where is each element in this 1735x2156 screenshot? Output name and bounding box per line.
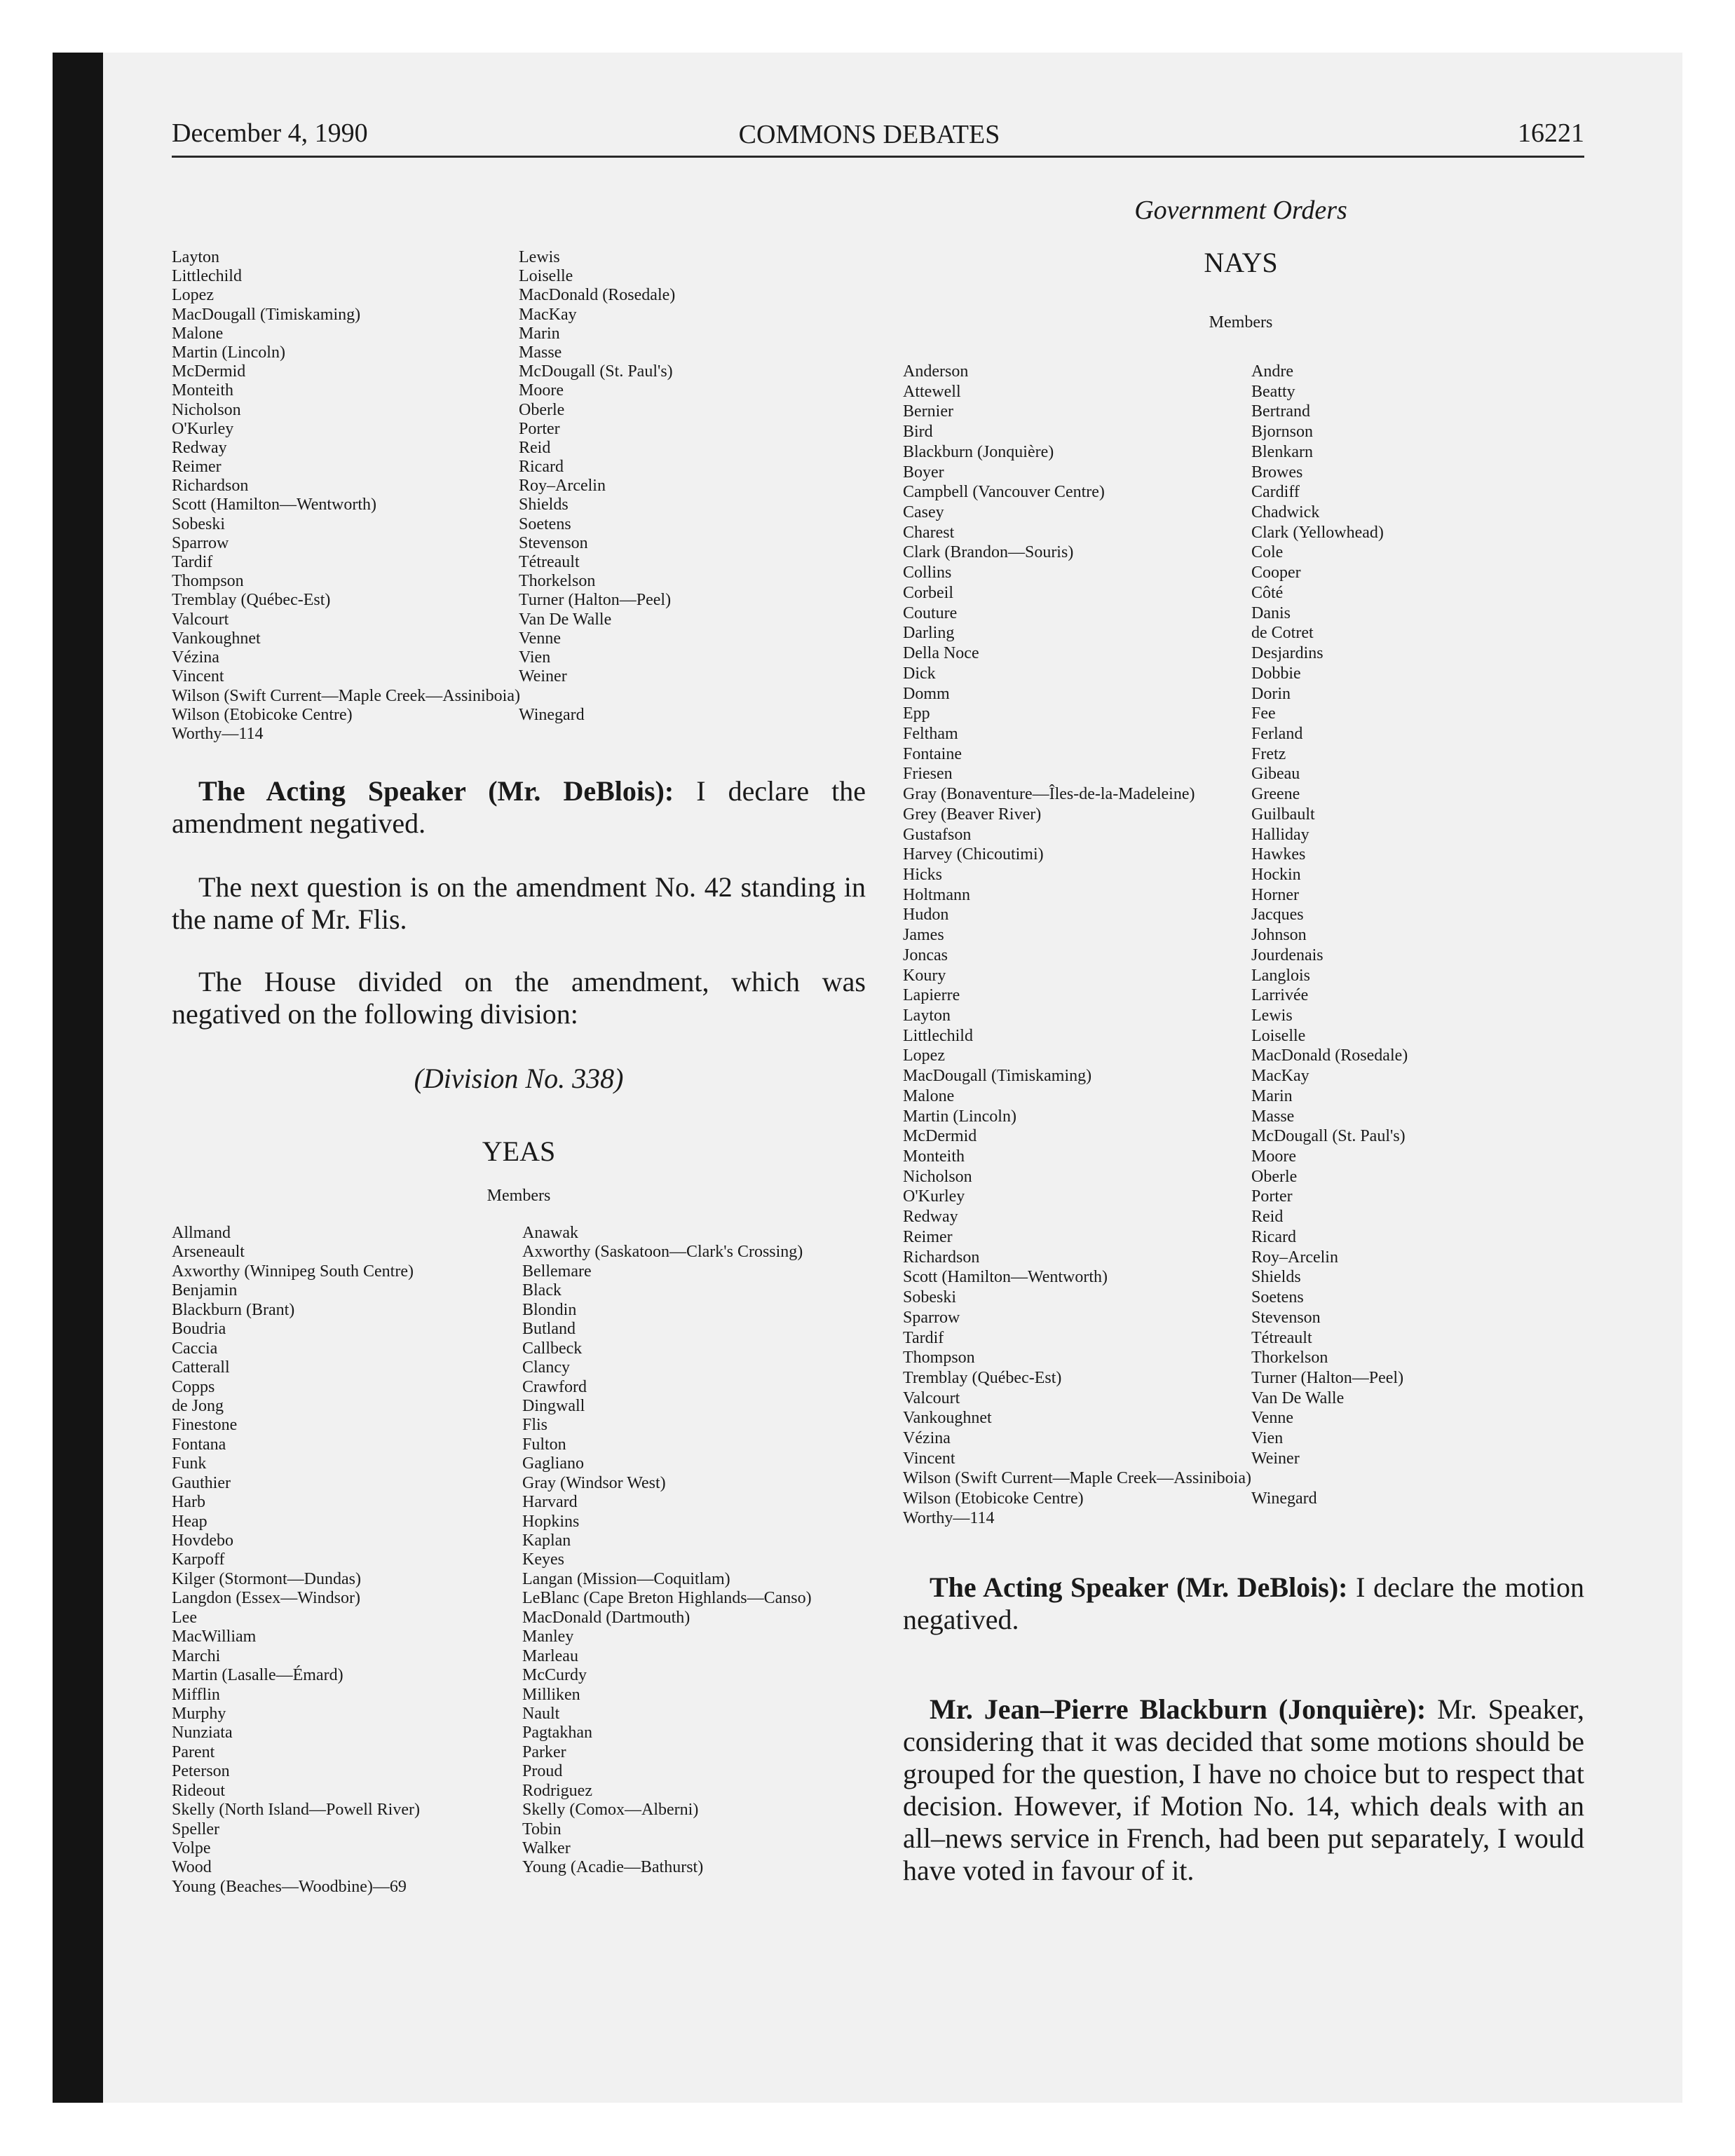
list-item: Benjamin: [172, 1281, 238, 1300]
list-item: Bertrand: [1251, 402, 1310, 421]
list-item: Scott (Hamilton—Wentworth): [903, 1268, 1108, 1287]
list-item: Tobin: [522, 1820, 562, 1838]
list-item: Van De Walle: [519, 610, 612, 629]
list-item: MacDonald (Dartmouth): [522, 1608, 690, 1627]
list-item: Blondin: [522, 1300, 577, 1319]
list-item: Campbell (Vancouver Centre): [903, 483, 1105, 502]
list-item: Thompson: [903, 1349, 975, 1367]
list-item: Manley: [522, 1628, 574, 1646]
blackburn-statement: [903, 1693, 1584, 1887]
list-item: Redway: [903, 1208, 958, 1227]
header-title: COMMONS DEBATES: [738, 120, 1000, 149]
list-item: Hawkes: [1251, 845, 1306, 864]
list-item: Marchi: [172, 1646, 221, 1665]
list-item: Kilger (Stormont—Dundas): [172, 1569, 361, 1588]
list-item: Porter: [519, 419, 560, 438]
list-item: Crawford: [522, 1377, 587, 1396]
list-item: Fee: [1251, 704, 1276, 723]
list-item: Corbeil: [903, 583, 953, 602]
list-item: Bjornson: [1251, 423, 1314, 442]
list-item: Dorin: [1251, 684, 1291, 703]
list-item: Nicholson: [903, 1167, 972, 1186]
list-item: Murphy: [172, 1704, 226, 1723]
list-item: Young (Beaches—Woodbine)—69: [172, 1877, 407, 1896]
list-item: Gibeau: [1251, 765, 1300, 784]
list-item: Young (Acadie—Bathurst): [522, 1858, 704, 1877]
yeas-col2: [522, 1224, 812, 1878]
list-item: Gray (Windsor West): [522, 1473, 666, 1492]
list-item: Van De Walle: [1251, 1389, 1345, 1407]
paragraph-house-divided: The House divided on the amendment, which was negatived on the following division:: [172, 966, 866, 1030]
list-item: Weiner: [519, 667, 567, 686]
list-item: Monteith: [903, 1147, 965, 1166]
speaker-statement-motion: [903, 1571, 1584, 1636]
list-item: Malone: [903, 1086, 955, 1105]
list-item: Langan (Mission—Coquitlam): [522, 1569, 730, 1588]
list-item: Casey: [903, 503, 944, 522]
list-item: Thompson: [172, 572, 244, 591]
list-item: Sparrow: [172, 533, 229, 552]
list-item: Gauthier: [172, 1473, 231, 1492]
list-item: Weiner: [1251, 1449, 1300, 1468]
list-item: Winegard: [1251, 1489, 1317, 1508]
list-item: Venne: [519, 629, 561, 648]
list-item: Gustafson: [903, 825, 972, 844]
page-number: 16221: [1518, 118, 1584, 148]
list-item: Masse: [519, 343, 562, 362]
header-rule: [172, 156, 1584, 158]
list-item: Catterall: [172, 1358, 230, 1377]
list-item: Worthy—114: [903, 1509, 995, 1527]
list-item: Joncas: [903, 946, 948, 964]
list-item: Anderson: [903, 362, 969, 381]
list-item: Black: [522, 1281, 562, 1300]
list-item: Ricard: [1251, 1227, 1296, 1246]
list-item: Gray (Bonaventure—Îles-de-la-Madeleine): [903, 785, 1195, 804]
list-item: Reimer: [903, 1227, 953, 1246]
list-item: Shields: [1251, 1268, 1301, 1287]
list-item: Anawak: [522, 1224, 578, 1242]
list-item: Harvey (Chicoutimi): [903, 845, 1044, 864]
list-item: Lewis: [1251, 1007, 1293, 1025]
list-item: Fontana: [172, 1435, 226, 1454]
list-item: Oberle: [519, 400, 565, 419]
list-item: Fontaine: [903, 744, 962, 763]
list-item: Loiselle: [519, 267, 573, 286]
list-item: Tremblay (Québec-Est): [172, 591, 331, 610]
list-item: Cooper: [1251, 564, 1301, 582]
list-item: LeBlanc (Cape Breton Highlands—Canso): [522, 1589, 812, 1608]
list-item: Couture: [903, 603, 958, 622]
list-item: Proud: [522, 1762, 563, 1781]
list-item: Scott (Hamilton—Wentworth): [172, 496, 377, 514]
list-item: Malone: [172, 324, 224, 343]
list-item: Langdon (Essex—Windsor): [172, 1589, 360, 1608]
list-item: Wilson (Etobicoke Centre): [172, 706, 353, 724]
list-item: Bellemare: [522, 1262, 592, 1281]
list-item: Dick: [903, 664, 936, 683]
list-item: McDermid: [172, 362, 246, 381]
speaker-statement-amendment: [172, 775, 866, 840]
member-name: Mr. Jean–Pierre Blackburn (Jonquière):: [930, 1693, 1427, 1725]
list-item: Milliken: [522, 1685, 580, 1704]
list-item: Blackburn (Jonquière): [903, 442, 1054, 461]
list-item: Tardif: [903, 1328, 944, 1347]
list-item: Turner (Halton—Peel): [1251, 1368, 1404, 1387]
list-item: Vincent: [172, 667, 224, 686]
list-item: Finestone: [172, 1416, 238, 1435]
list-item: Mifflin: [172, 1685, 220, 1704]
list-item: Harvard: [522, 1493, 578, 1512]
nays-members-label: Members: [1209, 313, 1273, 332]
list-item: Shields: [519, 496, 569, 514]
list-item: Reimer: [172, 458, 222, 477]
list-item: Oberle: [1251, 1167, 1298, 1186]
list-item: Hovdebo: [172, 1531, 233, 1550]
list-item: Larrivée: [1251, 986, 1309, 1005]
list-item: Jacques: [1251, 906, 1304, 925]
list-item: Beatty: [1251, 382, 1295, 401]
list-item: Richardson: [903, 1248, 980, 1267]
list-item: Thorkelson: [1251, 1349, 1328, 1367]
list-item: Pagtakhan: [522, 1724, 592, 1742]
list-item: Friesen: [903, 765, 953, 784]
speaker-name: The Acting Speaker (Mr. DeBlois):: [198, 775, 674, 807]
top-list-col1: [172, 248, 376, 686]
list-item: Sobeski: [172, 514, 226, 533]
nays-col1: [903, 362, 1195, 1469]
header-date: December 4, 1990: [172, 118, 368, 148]
list-item: MacKay: [519, 305, 577, 324]
list-item: Winegard: [519, 706, 585, 724]
yeas-heading: YEAS: [482, 1135, 556, 1167]
list-item: Boyer: [903, 463, 944, 482]
list-item: Kaplan: [522, 1531, 571, 1550]
list-item: Johnson: [1251, 926, 1307, 945]
list-item: Karpoff: [172, 1550, 225, 1569]
list-item: Roy–Arcelin: [519, 477, 606, 496]
list-item: Redway: [172, 438, 227, 457]
list-item: Chadwick: [1251, 503, 1320, 522]
speaker-name: The Acting Speaker (Mr. DeBlois):: [930, 1571, 1348, 1603]
list-item: Nault: [522, 1704, 560, 1723]
list-item: Moore: [1251, 1147, 1296, 1166]
speaker-text: I declare the motion negatived.: [903, 1571, 1585, 1635]
list-item: Layton: [172, 248, 219, 266]
list-item: MacDonald (Rosedale): [1251, 1046, 1408, 1065]
list-item: Vankoughnet: [903, 1409, 992, 1428]
list-item: Fulton: [522, 1435, 566, 1454]
list-item: de Jong: [172, 1396, 224, 1415]
list-item: Masse: [1251, 1107, 1295, 1126]
list-item: Vincent: [903, 1449, 955, 1468]
list-item: Allmand: [172, 1224, 231, 1242]
list-item: Reid: [1251, 1208, 1284, 1227]
list-item: Hicks: [903, 865, 942, 884]
list-item: Rodriguez: [522, 1781, 592, 1800]
list-item: Blackburn (Brant): [172, 1300, 295, 1319]
list-item: Peterson: [172, 1762, 230, 1781]
list-item: Lopez: [172, 286, 214, 305]
list-item: Guilbault: [1251, 805, 1315, 824]
list-item: Martin (Lincoln): [172, 343, 285, 362]
list-item: Heap: [172, 1512, 207, 1531]
list-item: Fretz: [1251, 744, 1286, 763]
list-item: Epp: [903, 704, 930, 723]
list-item: Lopez: [903, 1046, 945, 1065]
list-item: Callbeck: [522, 1339, 583, 1358]
list-item: Marin: [1251, 1086, 1293, 1105]
list-item: Flis: [522, 1416, 548, 1435]
list-item: MacDougall (Timiskaming): [172, 305, 361, 324]
list-item: Gagliano: [522, 1454, 584, 1473]
list-item: Martin (Lincoln): [903, 1107, 1016, 1126]
list-item: Tardif: [172, 553, 213, 571]
list-item: Stevenson: [1251, 1308, 1321, 1327]
list-item: Langlois: [1251, 966, 1310, 985]
list-item: Caccia: [172, 1339, 218, 1358]
list-item: Holtmann: [903, 885, 970, 904]
list-item: Vien: [1251, 1429, 1284, 1448]
list-item: Wood: [172, 1858, 212, 1877]
list-item: Wilson (Etobicoke Centre): [903, 1489, 1084, 1508]
list-item: Halliday: [1251, 825, 1309, 844]
list-item: Della Noce: [903, 644, 979, 663]
list-item: Boudria: [172, 1320, 226, 1339]
list-item: Stevenson: [519, 533, 588, 552]
list-item: MacDougall (Timiskaming): [903, 1067, 1092, 1086]
list-item: Volpe: [172, 1839, 211, 1857]
list-item: Rideout: [172, 1781, 225, 1800]
list-item: Vankoughnet: [172, 629, 261, 648]
list-item: Moore: [519, 381, 564, 400]
list-item: Funk: [172, 1454, 207, 1473]
list-item: Dobbie: [1251, 664, 1301, 683]
list-item: Keyes: [522, 1550, 564, 1569]
list-item: Valcourt: [903, 1389, 960, 1407]
list-item: Lee: [172, 1608, 197, 1627]
list-item: Monteith: [172, 381, 233, 400]
list-item: Bird: [903, 423, 933, 442]
list-item: Lapierre: [903, 986, 960, 1005]
list-item: McDougall (St. Paul's): [1251, 1127, 1406, 1146]
list-item: Thorkelson: [519, 572, 596, 591]
list-item: Axworthy (Saskatoon—Clark's Crossing): [522, 1243, 803, 1262]
list-item: McDougall (St. Paul's): [519, 362, 673, 381]
list-item: Ricard: [519, 458, 564, 477]
list-item: Layton: [903, 1007, 951, 1025]
binding-edge: [53, 53, 103, 2103]
list-item: Ferland: [1251, 724, 1303, 743]
list-item: Walker: [522, 1839, 571, 1857]
list-item: Vézina: [903, 1429, 951, 1448]
list-item: Côté: [1251, 583, 1284, 602]
list-item: Desjardins: [1251, 644, 1324, 663]
list-item: Blenkarn: [1251, 442, 1313, 461]
list-item: Valcourt: [172, 610, 229, 629]
list-item: Roy–Arcelin: [1251, 1248, 1338, 1267]
top-list-col2: [519, 248, 675, 686]
list-item: Attewell: [903, 382, 961, 401]
list-item: Grey (Beaver River): [903, 805, 1042, 824]
yeas-col1: [172, 1224, 420, 1897]
list-item: Danis: [1251, 603, 1291, 622]
list-item: Littlechild: [172, 267, 242, 286]
list-item: Nicholson: [172, 400, 241, 419]
list-item: Lewis: [519, 248, 560, 266]
list-item: Wilson (Swift Current—Maple Creek—Assiniboia): [903, 1469, 1251, 1487]
list-item: McDermid: [903, 1127, 977, 1146]
list-item: O'Kurley: [903, 1187, 965, 1206]
list-item: Charest: [903, 523, 955, 542]
list-item: Reid: [519, 438, 551, 457]
list-item: Clark (Brandon—Souris): [903, 543, 1074, 562]
list-item: Domm: [903, 684, 950, 703]
list-item: Marleau: [522, 1646, 578, 1665]
list-item: Nunziata: [172, 1724, 233, 1742]
list-item: McCurdy: [522, 1666, 587, 1685]
list-item: Sparrow: [903, 1308, 960, 1327]
list-item: Browes: [1251, 463, 1303, 482]
yeas-members-label: Members: [487, 1187, 551, 1205]
list-item: MacKay: [1251, 1067, 1309, 1086]
list-item: Hudon: [903, 906, 949, 925]
list-item: Tremblay (Québec-Est): [903, 1368, 1062, 1387]
list-item: Feltham: [903, 724, 958, 743]
list-item: Speller: [172, 1820, 219, 1838]
list-item: Worthy—114: [172, 725, 264, 743]
list-item: Sobeski: [903, 1288, 957, 1307]
list-item: Turner (Halton—Peel): [519, 591, 672, 610]
list-item: Vézina: [172, 648, 219, 667]
list-item: Bernier: [903, 402, 953, 421]
list-item: Martin (Lasalle—Émard): [172, 1666, 343, 1685]
list-item: Copps: [172, 1377, 215, 1396]
list-item: Harb: [172, 1493, 205, 1512]
list-item: Hockin: [1251, 865, 1301, 884]
list-item: MacWilliam: [172, 1628, 257, 1646]
list-item: O'Kurley: [172, 419, 234, 438]
list-item: Andre: [1251, 362, 1293, 381]
list-item: Clark (Yellowhead): [1251, 523, 1384, 542]
list-item: Collins: [903, 564, 952, 582]
list-item: Cole: [1251, 543, 1284, 562]
list-item: Parker: [522, 1742, 566, 1761]
list-item: Koury: [903, 966, 946, 985]
list-item: Tétreault: [519, 553, 580, 571]
list-item: Littlechild: [903, 1026, 973, 1045]
division-number: (Division No. 338): [414, 1063, 624, 1094]
list-item: Skelly (North Island—Powell River): [172, 1801, 420, 1820]
list-item: Arseneault: [172, 1243, 245, 1262]
speaker-text: I declare the amendment negatived.: [172, 775, 866, 839]
list-item: Clancy: [522, 1358, 570, 1377]
list-item: Soetens: [1251, 1288, 1304, 1307]
nays-col2: [1251, 362, 1408, 1469]
list-item: Loiselle: [1251, 1026, 1306, 1045]
list-item: James: [903, 926, 944, 945]
list-item: Axworthy (Winnipeg South Centre): [172, 1262, 414, 1281]
list-item: Horner: [1251, 885, 1299, 904]
list-item: Wilson (Swift Current—Maple Creek—Assiniboia): [172, 687, 520, 705]
section-title: Government Orders: [1134, 196, 1347, 225]
list-item: Vien: [519, 648, 551, 667]
list-item: Cardiff: [1251, 483, 1300, 502]
list-item: MacDonald (Rosedale): [519, 286, 676, 305]
list-item: Parent: [172, 1742, 215, 1761]
list-item: Darling: [903, 624, 955, 643]
list-item: Skelly (Comox—Alberni): [522, 1801, 699, 1820]
nays-heading: NAYS: [1204, 247, 1278, 278]
list-item: Dingwall: [522, 1396, 585, 1415]
list-item: Richardson: [172, 477, 249, 496]
list-item: Marin: [519, 324, 560, 343]
list-item: de Cotret: [1251, 624, 1314, 643]
list-item: Porter: [1251, 1187, 1293, 1206]
list-item: Jourdenais: [1251, 946, 1324, 964]
list-item: Tétreault: [1251, 1328, 1312, 1347]
member-text: Mr. Speaker, considering that it was decided that some motions should be grouped for the question, I have no choice but to respect that decision. However, if Motion No. 14, which deals with an all–news service in French, had been put separately, I would have voted in favour of it.: [903, 1693, 1585, 1886]
list-item: Greene: [1251, 785, 1300, 804]
list-item: Hopkins: [522, 1512, 580, 1531]
list-item: Soetens: [519, 514, 571, 533]
list-item: Butland: [522, 1320, 576, 1339]
paragraph-next-question: The next question is on the amendment No. 42 standing in the name of Mr. Flis.: [172, 871, 866, 935]
list-item: Venne: [1251, 1409, 1293, 1428]
